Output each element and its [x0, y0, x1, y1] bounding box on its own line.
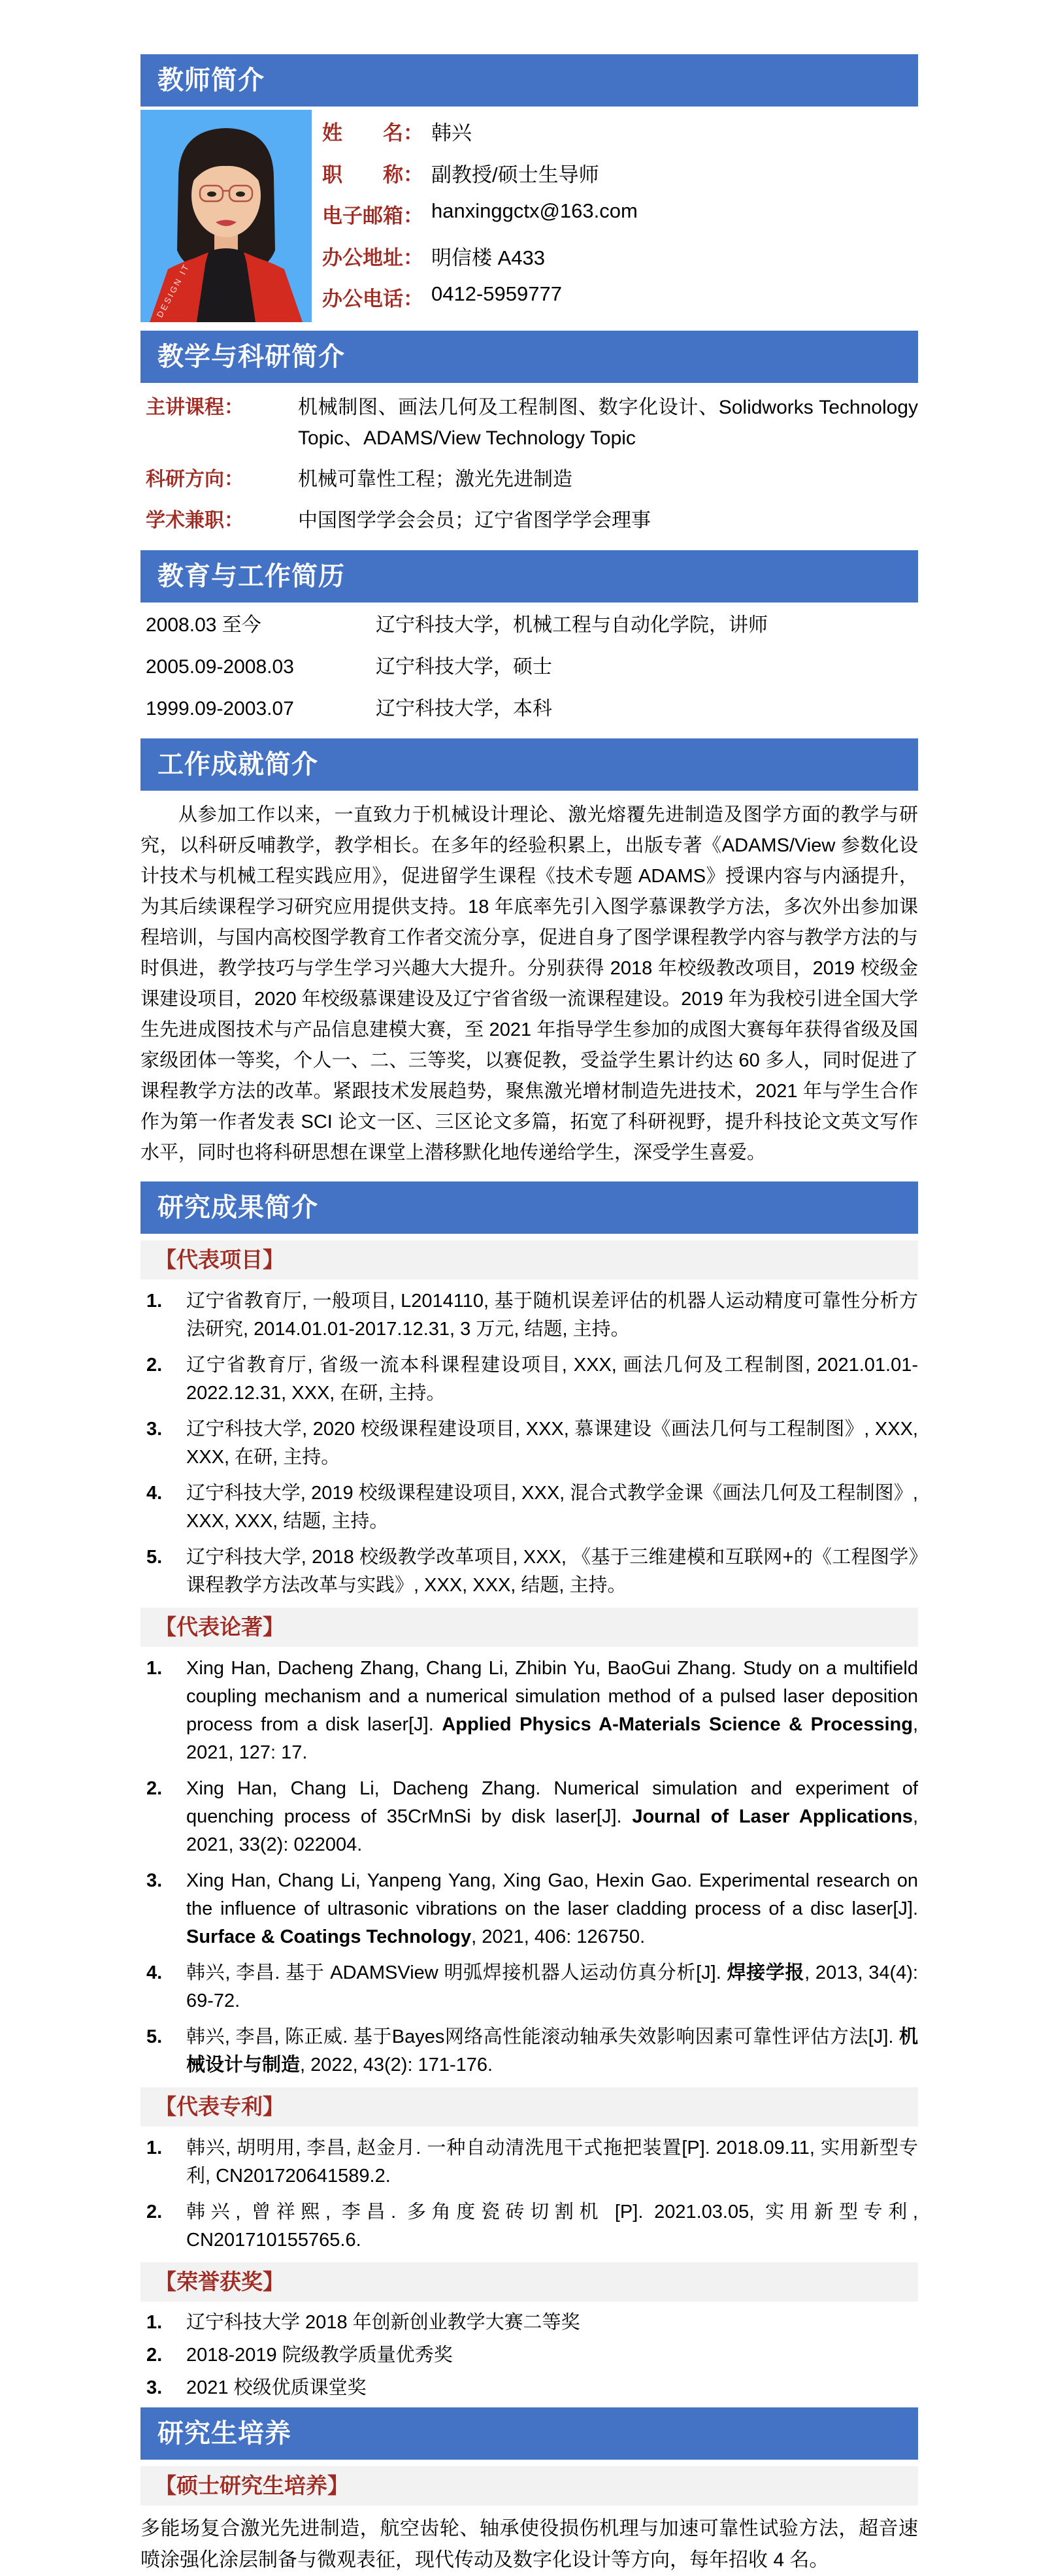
item-number: 2. [146, 1355, 163, 1376]
section-banner-achievements [140, 738, 918, 791]
field-value: 中国图学学会会员；辽宁省图学学会理事 [298, 510, 651, 531]
list-item [140, 2309, 918, 2336]
item-number: 2. [146, 2345, 163, 2366]
list-item [140, 1959, 918, 2015]
field-label: 办公电话： [322, 288, 423, 310]
subheader-patents: 【代表专利】 [140, 2087, 918, 2126]
list-item [140, 1479, 918, 1536]
item-text [186, 1775, 918, 1859]
profile-field-phone [322, 282, 918, 312]
publication-authors-title: 韩兴, 李昌, 陈正威. 基于Bayes网络高性能滚动轴承失效影响因素可靠性评估方法[J]. [186, 2026, 899, 2047]
teacher-photo-illustration [140, 110, 312, 322]
section-banner-education-work [140, 550, 918, 603]
subheader-master-training: 【硕士研究生培养】 [140, 2466, 918, 2505]
item-text: 辽宁省教育厅, 一般项目, L2014110, 基于随机误差评估的机器人运动精度可靠性分析方法研究, 2014.01.01-2017.12.31, 3 万元, 结题, 主持。 [186, 1291, 918, 1340]
publication-journal: 焊接学报 [727, 1962, 805, 1983]
graduate-paragraph: 多能场复合激光先进制造，航空齿轮、轴承使役损伤机理与加速可靠性试验方法，超音速喷涂强化涂层制备与微观表征，现代传动及数字化设计等方向，每年招收 4 名。 [140, 2518, 918, 2571]
list-item [140, 1351, 918, 1408]
list-item [140, 1867, 918, 1951]
section-banner-teacher-intro [140, 54, 918, 107]
page-content [140, 0, 918, 2576]
item-number: 1. [146, 1658, 163, 1679]
field-value: 0412-5959777 [431, 282, 562, 305]
projects-list [140, 1280, 918, 1600]
list-item [140, 2023, 918, 2079]
publication-authors-title: 韩兴, 李昌. 基于 ADAMSView 明弧焊接机器人运动仿真分析[J]. [186, 1962, 727, 1983]
profile-field-email [322, 199, 918, 229]
timeline-row [146, 613, 918, 638]
field-value: 副教授/硕士生导师 [431, 163, 599, 186]
publication-cite-info: , 2022, 43(2): 171-176. [300, 2055, 493, 2075]
publications-list [140, 1647, 918, 2079]
profile-field-name [322, 116, 918, 146]
item-text: 辽宁科技大学, 2019 校级课程建设项目, XXX, 混合式教学金课《画法几何及工程制图》, XXX, XXX, 结题, 主持。 [186, 1483, 918, 1532]
section-banner-teaching-research [140, 331, 918, 383]
item-text: 韩兴, 胡明用, 李昌, 赵金月. 一种自动清洗甩干式拖把装置[P]. 2018.09.11, 实用新型专利, CN201720641589.2. [186, 2138, 918, 2187]
item-text [186, 1655, 918, 1767]
item-number: 3. [146, 1419, 163, 1440]
list-item [140, 1775, 918, 1859]
publication-cite-info: , 2021, 33(2): 022004. [186, 1806, 918, 1855]
subheader-publications: 【代表论著】 [140, 1608, 918, 1647]
timeline-detail: 辽宁科技大学，硕士 [376, 656, 552, 678]
awards-list [140, 2302, 918, 2401]
field-label: 科研方向： [146, 469, 244, 490]
field-value: 机械可靠性工程；激光先进制造 [298, 469, 572, 490]
list-item [140, 1287, 918, 1344]
field-label: 职 称： [322, 163, 423, 186]
publication-cite-info: , 2013, 34(4): 69-72. [186, 1962, 918, 2011]
photo-watermark-text: DESIGN IT [154, 261, 192, 320]
list-item [140, 2375, 918, 2401]
timeline-period: 2005.09-2008.03 [146, 656, 294, 678]
section-title: 教师简介 [157, 66, 265, 95]
field-value: 机械制图、画法几何及工程制图、数字化设计、Solidworks Technology Topic、ADAMS/View Technology Topic [298, 397, 918, 449]
publication-authors-title: Xing Han, Dacheng Zhang, Chang Li, Zhibin Yu, BaoGui Zhang. Study on a multifield coupling mechanism and a numerical simulation method of a pulsed laser deposition process from a disk laser[J]. [186, 1658, 918, 1735]
subheader-projects: 【代表项目】 [140, 1240, 918, 1280]
timeline-period: 2008.03 至今 [146, 614, 261, 636]
profile-field-title [322, 158, 918, 188]
list-item [140, 2342, 918, 2368]
item-text: 韩兴, 曾祥熙, 李昌. 多角度瓷砖切割机 [P]. 2021.03.05, 实用新型专利, CN201710155765.6. [186, 2202, 918, 2251]
item-number: 4. [146, 1483, 163, 1504]
achievements-paragraph: 从参加工作以来，一直致力于机械设计理论、激光熔覆先进制造及图学方面的教学与研究，以科研反哺教学，教学相长。在多年的经验积累上，出版专著《ADAMS/View 参数化设计技术与机械工程实践应用》，促进留学生课程《技术专题 ADAMS》授课内容与内涵提升，为其后续课程学习研究应用提供支持。18 年底率先引入图学慕课教学方法，多次外出参加课程培训，与国内高校图学教育工作者交流分享，促进自身了图学课程教学内容与教学方法的与时俱进，教学技巧与学生学习兴趣大大提升。分别获得 2018 年校级教改项目，2019 校级金课建设项目，2020 年校级慕课建设及辽宁省省级一流课程建设。2019 年为我校引进全国大学生先进成图技术与产品信息建模大赛，至 2021 年指导学生参加的成图大赛每年获得省级及国家级团体一等奖，个人一、二、三等奖，以赛促教，受益学生累计约达 60 多人，同时促进了课程教学方法的改革。紧跟技术发展趋势，聚焦激光增材制造先进技术，2021 年与学生合作作为第一作者发表 SCI 论文一区、三区论文多篇，拓宽了科研视野，提升科技论文英文写作水平，同时也将科研思想在课堂上潜移默化地传递给学生，深受学生喜爱。 [140, 804, 918, 1163]
item-number: 1. [146, 2312, 163, 2333]
kv-row-academic-posts [146, 505, 918, 536]
list-item [140, 1544, 918, 1600]
list-item [140, 2134, 918, 2190]
section-banner-research-results [140, 1181, 918, 1234]
publication-journal: 机械设计与制造 [186, 2026, 918, 2075]
profile-fields [312, 110, 918, 322]
timeline-row [146, 655, 918, 680]
item-number: 4. [146, 1962, 163, 1983]
teaching-research-fields [140, 383, 918, 548]
publication-authors-title: Xing Han, Chang Li, Dacheng Zhang. Numerical simulation and experiment of quenching process of 35CrMnSi by disk laser[J]. [186, 1778, 918, 1827]
profile-field-office [322, 241, 918, 271]
list-item [140, 1655, 918, 1767]
section-title: 研究生培养 [157, 2419, 291, 2448]
subheader-awards: 【荣誉获奖】 [140, 2262, 918, 2302]
item-number: 5. [146, 2026, 163, 2047]
timeline-detail: 辽宁科技大学，机械工程与自动化学院，讲师 [376, 614, 768, 636]
patents-list [140, 2126, 918, 2254]
item-text: 2021 校级优质课堂奖 [186, 2377, 367, 2398]
education-work-list [140, 603, 918, 721]
field-value: hanxinggctx@163.com [431, 199, 638, 222]
item-number: 2. [146, 2202, 163, 2222]
publication-cite-info: , 2021, 406: 126750. [471, 1926, 646, 1947]
item-text: 辽宁科技大学, 2020 校级课程建设项目, XXX, 慕课建设《画法几何与工程制图》, XXX, XXX, 在研, 主持。 [186, 1419, 918, 1468]
field-label: 电子邮箱： [322, 205, 423, 227]
field-label: 办公地址： [322, 246, 423, 269]
item-number: 1. [146, 2138, 163, 2158]
item-text: 2018-2019 院级教学质量优秀奖 [186, 2345, 453, 2366]
section-title: 教育与工作简历 [157, 562, 345, 591]
list-item [140, 1415, 918, 1472]
publication-authors-title: Xing Han, Chang Li, Yanpeng Yang, Xing Gao, Hexin Gao. Experimental research on the influence of ultrasonic vibrations on the laser cladding process of a disc laser[J]. [186, 1870, 918, 1919]
publication-journal: Applied Physics A-Materials Science & Processing [442, 1714, 913, 1735]
item-text: 辽宁科技大学, 2018 校级教学改革项目, XXX, 《基于三维建模和互联网+的《工程图学》课程教学方法改革与实践》, XXX, XXX, 结题, 主持。 [186, 1547, 918, 1596]
section-title: 研究成果简介 [157, 1193, 318, 1222]
publication-journal: Surface & Coatings Technology [186, 1926, 472, 1947]
item-text: 辽宁科技大学 2018 年创新创业教学大赛二等奖 [186, 2312, 580, 2333]
item-text [186, 1959, 918, 2015]
section-title: 教学与科研简介 [157, 342, 345, 371]
item-number: 3. [146, 1870, 163, 1891]
item-text [186, 2023, 918, 2079]
teacher-photo [140, 110, 312, 322]
kv-row-research-direction [146, 464, 918, 495]
kv-row-courses [146, 392, 918, 454]
field-label: 姓 名： [322, 122, 423, 144]
field-value: 明信楼 A433 [431, 246, 546, 269]
list-item [140, 2198, 918, 2254]
field-label: 学术兼职： [146, 510, 244, 531]
publication-journal: Journal of Laser Applications [632, 1806, 913, 1827]
section-title: 工作成就简介 [157, 750, 318, 779]
item-text [186, 1867, 918, 1951]
timeline-period: 1999.09-2003.07 [146, 698, 294, 719]
item-text: 辽宁省教育厅, 省级一流本科课程建设项目, XXX, 画法几何及工程制图, 2021.01.01-2022.12.31, XXX, 在研, 主持。 [186, 1355, 918, 1404]
section-banner-graduate [140, 2407, 918, 2460]
item-number: 5. [146, 1547, 163, 1568]
item-number: 1. [146, 1291, 163, 1312]
publication-cite-info: , 2021, 127: 17. [186, 1714, 918, 1763]
profile-block [140, 110, 918, 322]
timeline-row [146, 697, 918, 721]
item-number: 3. [146, 2377, 163, 2398]
field-label: 主讲课程： [146, 397, 244, 418]
timeline-detail: 辽宁科技大学，本科 [376, 698, 552, 719]
item-number: 2. [146, 1778, 163, 1799]
field-value: 韩兴 [431, 122, 472, 144]
